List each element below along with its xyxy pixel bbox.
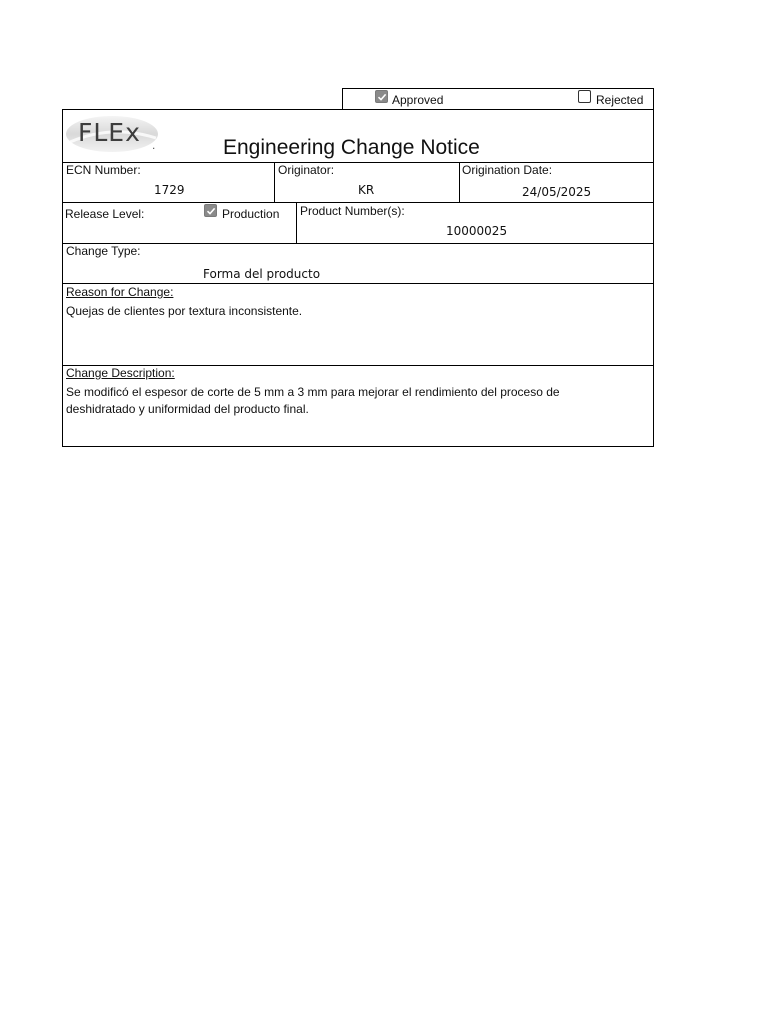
origination-date-label: Origination Date: bbox=[462, 163, 553, 177]
production-label: Production bbox=[222, 207, 280, 221]
reason-text: Quejas de clientes por textura inconsistente. bbox=[66, 304, 303, 318]
logo-dot: . bbox=[152, 138, 156, 152]
logo-text: FLEx bbox=[78, 118, 141, 147]
change-type-cell bbox=[62, 243, 654, 284]
description-line: Se modificó el espesor de corte de 5 mm a 3 mm para mejorar el rendimiento del proceso de bbox=[66, 385, 560, 399]
rejected-label: Rejected bbox=[596, 93, 644, 107]
checkmark-icon bbox=[206, 206, 216, 216]
ecn-number-label: ECN Number: bbox=[66, 163, 141, 177]
approved-checkbox[interactable] bbox=[375, 90, 388, 103]
change-type-value: Forma del producto bbox=[203, 267, 321, 281]
release-level-label: Release Level: bbox=[65, 207, 145, 221]
description-text bbox=[66, 384, 650, 418]
description-line: deshidratado y uniformidad del producto final. bbox=[66, 402, 309, 416]
production-checkbox[interactable] bbox=[204, 204, 217, 217]
originator-value: KR bbox=[358, 183, 375, 197]
originator-label: Originator: bbox=[278, 163, 335, 177]
change-type-label: Change Type: bbox=[66, 244, 141, 258]
description-label: Change Description: bbox=[66, 366, 175, 380]
reason-label: Reason for Change: bbox=[66, 285, 174, 299]
company-logo bbox=[64, 112, 160, 156]
page-title: Engineering Change Notice bbox=[223, 136, 480, 159]
product-numbers-label: Product Number(s): bbox=[300, 204, 405, 218]
product-numbers-value: 10000025 bbox=[446, 224, 508, 238]
approved-label: Approved bbox=[392, 93, 444, 107]
checkmark-icon bbox=[377, 92, 387, 102]
ecn-number-value: 1729 bbox=[154, 183, 185, 197]
rejected-checkbox[interactable] bbox=[578, 90, 591, 103]
origination-date-value: 24/05/2025 bbox=[522, 185, 592, 199]
